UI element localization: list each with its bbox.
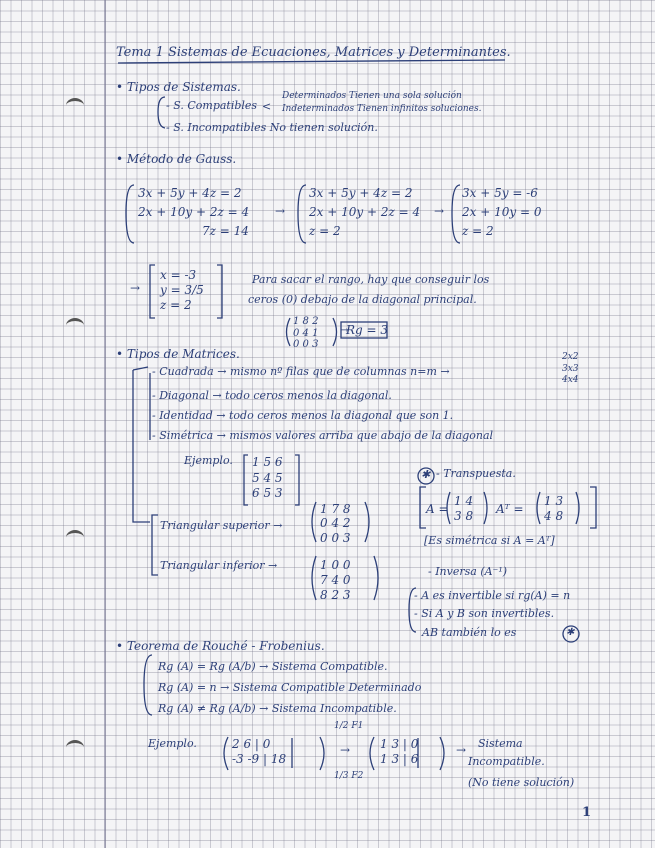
equation-system-2: 3x + 5y + 4z = 2 2x + 10y + 2z = 4 z = 2: [309, 186, 421, 238]
arrow-icon: →: [340, 325, 349, 336]
inverse-rule: AB también lo es: [422, 626, 517, 639]
result-text: Incompatible.: [468, 755, 545, 768]
example-label: Ejemplo.: [148, 737, 197, 750]
section-heading: • Método de Gauss.: [116, 152, 237, 166]
example-label: Ejemplo.: [184, 454, 233, 467]
rouche-rule: Rg (A) = Rg (A/b) → Sistema Compatible.: [158, 660, 388, 673]
rank-result: Rg = 3: [346, 323, 389, 337]
type-triangular-superior: Triangular superior →: [160, 519, 283, 532]
page-number: 1: [582, 805, 592, 820]
arrow-icon: →: [275, 204, 286, 218]
row-operation: 1/3 F2: [334, 771, 364, 781]
augmented-matrix-1: 2 6 | 0 -3 -9 | 18: [232, 737, 287, 766]
result-text: Sistema: [478, 737, 523, 750]
line-incompatibles: - S. Incompatibles No tienen solución.: [166, 121, 378, 134]
inverse-rule: - Si A y B son invertibles.: [414, 607, 555, 620]
matrix-a: 1 4 3 8: [454, 494, 474, 523]
inversa-heading: - Inversa (A⁻¹): [428, 565, 508, 578]
arrow-icon: →: [130, 281, 141, 295]
line-determinado: Determinados Tienen una sola solución: [282, 91, 462, 101]
matrix-at-label: Aᵀ =: [496, 502, 524, 516]
line-indeterminado: Indeterminados Tienen infinitos soluciones.: [282, 104, 482, 114]
upper-triangular-matrix: 1 7 8 0 4 2 0 0 3: [320, 502, 351, 545]
section-heading: • Teorema de Rouché - Frobenius.: [116, 639, 325, 653]
type-diagonal: - Diagonal → todo ceros menos la diagonal.: [152, 389, 392, 402]
rank-note: ceros (0) debajo de la diagonal principal.: [248, 293, 477, 306]
equation-system-3: 3x + 5y = -6 2x + 10y = 0 z = 2: [462, 186, 542, 238]
symmetric-condition: [Es simétrica si A = Aᵀ]: [424, 534, 555, 547]
square-sizes: 2x2 3x3 4x4: [562, 352, 579, 386]
arrow-icon: →: [434, 204, 445, 218]
lower-triangular-matrix: 1 0 0 7 4 0 8 2 3: [320, 558, 351, 602]
rank-matrix: 1 8 2 0 4 1 0 0 3: [293, 316, 319, 350]
page-title: Tema 1 Sistemas de Ecuaciones, Matrices y Determinantes.: [116, 45, 511, 60]
solution-vector: x = -3 y = 3/5 z = 2: [160, 268, 204, 312]
type-simetrica: - Simétrica → mismos valores arriba que abajo de la diagonal: [152, 429, 494, 442]
augmented-matrix-2: 1 3 | 0 1 3 | 6: [380, 737, 419, 766]
arrow-icon: →: [340, 743, 351, 757]
arrow-icon: →: [456, 743, 467, 757]
section-heading: • Tipos de Matrices.: [116, 347, 240, 361]
type-triangular-inferior: Triangular inferior →: [160, 559, 278, 572]
type-cuadrada: - Cuadrada → mismo nº filas que de columnas n=m →: [152, 365, 450, 378]
less-than-symbol: <: [262, 100, 272, 113]
row-operation: 1/2 F1: [334, 721, 364, 731]
type-identidad: - Identidad → todo ceros menos la diagonal que son 1.: [152, 409, 454, 422]
inverse-rule: - A es invertible si rg(A) = n: [414, 589, 571, 602]
star-icon: ✱: [421, 468, 431, 481]
rouche-rule: Rg (A) ≠ Rg (A/b) → Sistema Incompatible.: [158, 702, 397, 715]
equation-system-1: 3x + 5y + 4z = 2 2x + 10y + 2z = 4 7z = 14: [138, 186, 250, 238]
star-icon: ✱: [566, 627, 575, 638]
line-compatibles: - S. Compatibles: [166, 99, 258, 112]
matrix-a-label: A =: [426, 502, 449, 516]
transpuesta-heading: - Transpuesta.: [436, 467, 516, 480]
result-text: (No tiene solución): [468, 776, 575, 789]
matrix-at: 1 3 4 8: [544, 494, 564, 523]
section-heading: • Tipos de Sistemas.: [116, 80, 241, 94]
rank-note: Para sacar el rango, hay que conseguir los: [252, 273, 490, 286]
rouche-rule: Rg (A) = n → Sistema Compatible Determinado: [158, 681, 422, 694]
symmetric-matrix: 1 5 6 5 4 5 6 5 3: [252, 455, 283, 501]
